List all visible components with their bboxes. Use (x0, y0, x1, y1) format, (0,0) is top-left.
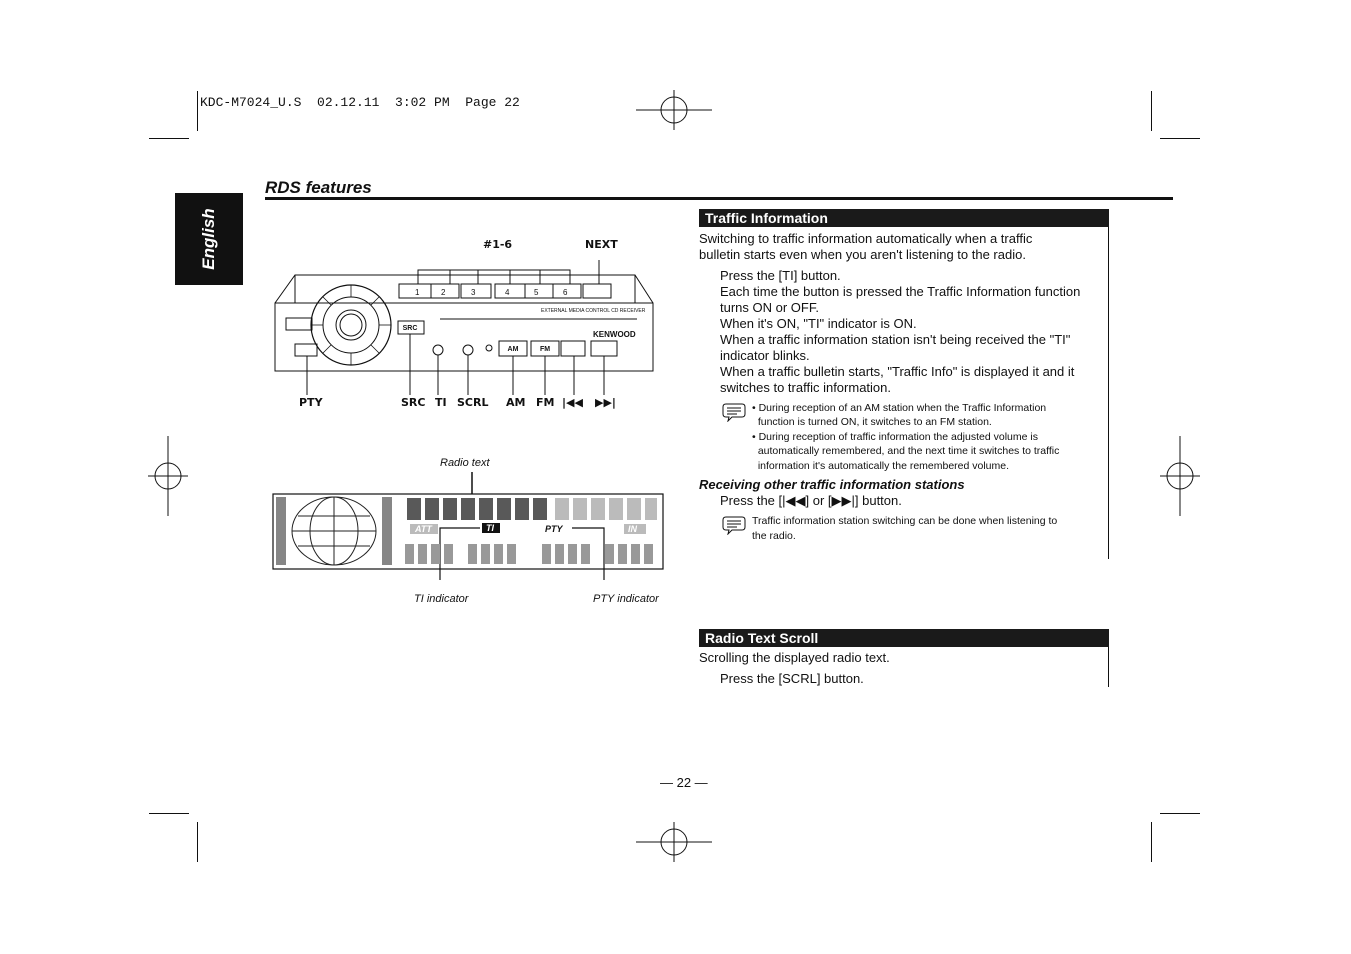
segment-pty: PTY (545, 524, 563, 534)
traffic-step-6: indicator blinks. (720, 348, 810, 363)
section-title: RDS features (265, 178, 372, 197)
label-radio-text: Radio text (440, 457, 490, 469)
scroll-intro: Scrolling the displayed radio text. (699, 650, 890, 665)
preset-6: 6 (563, 288, 568, 297)
traffic-subheading: Receiving other traffic information stations (699, 477, 965, 492)
traffic-step-2: Each time the button is pressed the Traffic Information function (720, 284, 1081, 299)
traffic-note-5: information it's automatically the remembered volume. (752, 460, 1010, 472)
preset-3: 3 (471, 288, 476, 297)
traffic-side-rule (1108, 227, 1109, 559)
faceplate-diagram (265, 230, 665, 415)
page-number: — 22 — (660, 775, 708, 790)
traffic-step-3: turns ON or OFF. (720, 300, 819, 315)
am-key-text: AM (507, 346, 519, 353)
label-pty-indicator: PTY indicator (593, 593, 659, 605)
preset-1: 1 (415, 288, 420, 297)
preset-5: 5 (534, 288, 539, 297)
segment-in: IN (628, 524, 637, 534)
label-ti: TI (435, 396, 447, 409)
label-scrl: SCRL (457, 396, 489, 409)
label-presets: #1-6 (483, 238, 513, 251)
print-header: KDC-M7024_U.S 02.12.11 3:02 PM Page 22 (200, 95, 520, 110)
scroll-side-rule (1108, 647, 1109, 687)
traffic-sub-note-2: the radio. (752, 530, 796, 542)
note-icon (722, 402, 746, 422)
note-icon (722, 515, 746, 535)
receiver-text: EXTERNAL MEDIA CONTROL CD RECEIVER (541, 308, 646, 314)
traffic-step-7: When a traffic bulletin starts, "Traffic Info" is displayed it and it (720, 364, 1075, 379)
section-rule (265, 197, 1173, 200)
display-diagram (272, 470, 665, 580)
label-next: NEXT (585, 238, 618, 251)
label-ti-indicator: TI indicator (414, 593, 469, 605)
label-src: SRC (401, 396, 426, 409)
traffic-note-2: function is turned ON, it switches to an FM station. (752, 416, 992, 428)
traffic-title: Traffic Information (699, 209, 1109, 227)
label-seek-forward: ▶▶| (595, 396, 616, 409)
traffic-step-5: When a traffic information station isn't being received the "TI" (720, 332, 1071, 347)
traffic-note-1: • During reception of an AM station when the Traffic Information (752, 402, 1047, 414)
traffic-step-1: Press the [TI] button. (720, 268, 841, 283)
src-key-text: SRC (402, 325, 418, 332)
traffic-note-3: • During reception of traffic information the adjusted volume is (752, 431, 1038, 443)
label-pty: PTY (299, 396, 323, 409)
traffic-sub-step: Press the [|◀◀] or [▶▶|] button. (720, 493, 902, 508)
scroll-title: Radio Text Scroll (699, 629, 1109, 647)
preset-4: 4 (505, 288, 510, 297)
language-tab-label: English (199, 208, 218, 270)
brand-text: KENWOOD (593, 330, 636, 339)
label-fm: FM (536, 396, 555, 409)
segment-ti: TI (486, 523, 494, 533)
segment-att: ATT (415, 524, 432, 534)
preset-2: 2 (441, 288, 446, 297)
language-tab (175, 193, 243, 285)
label-am: AM (506, 396, 526, 409)
scroll-step: Press the [SCRL] button. (720, 671, 864, 686)
traffic-step-4: When it's ON, "TI" indicator is ON. (720, 316, 917, 331)
traffic-intro-2: bulletin starts even when you aren't listening to the radio. (699, 247, 1026, 262)
traffic-sub-note-1: Traffic information station switching can be done when listening to (752, 515, 1058, 527)
traffic-step-8: switches to traffic information. (720, 380, 891, 395)
fm-key-text: FM (539, 346, 551, 353)
traffic-intro-1: Switching to traffic information automatically when a traffic (699, 231, 1033, 246)
traffic-note-4: automatically remembered, and the next time it switches to traffic (752, 445, 1060, 457)
label-seek-back: |◀◀ (562, 396, 583, 409)
